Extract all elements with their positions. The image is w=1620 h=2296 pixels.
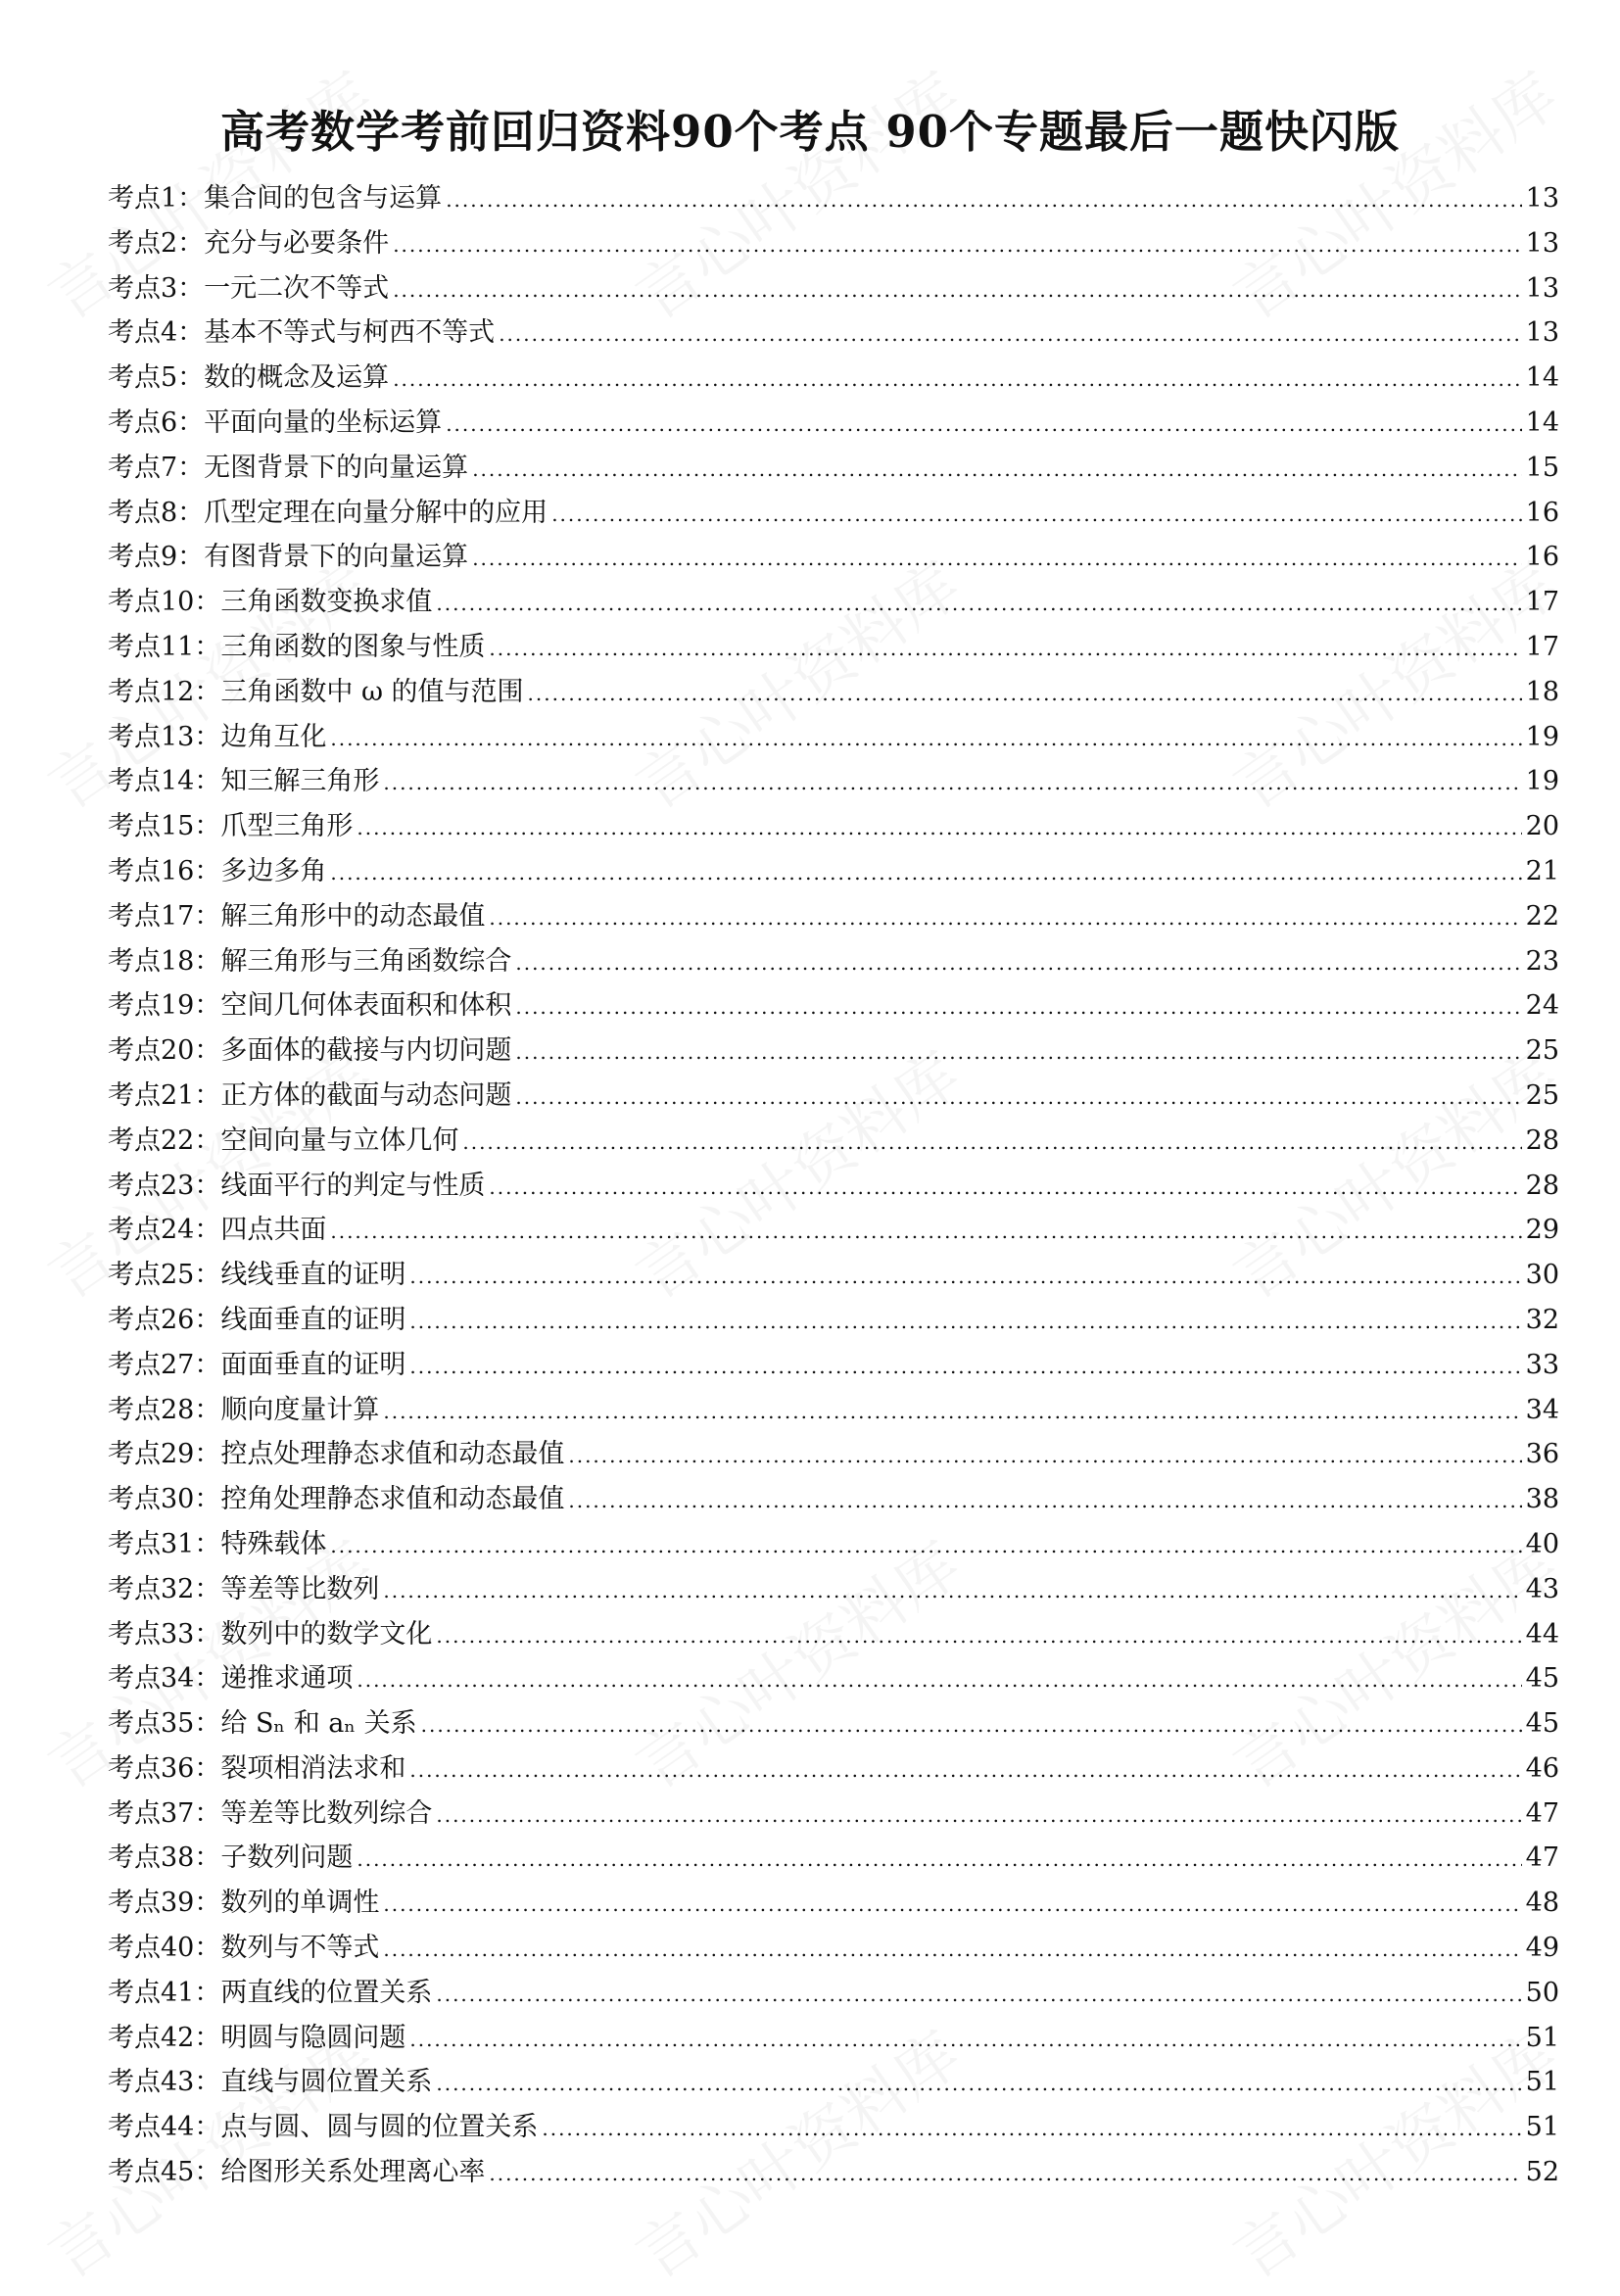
toc-leader-dots xyxy=(446,178,1521,223)
toc-entry[interactable] xyxy=(108,1792,1559,1837)
toc-entry[interactable] xyxy=(108,1388,1559,1433)
toc-entry-label: 考点44：点与圆、圆与圆的位置关系 xyxy=(108,2112,539,2143)
toc-entry[interactable] xyxy=(108,625,1559,670)
toc-entry-page: 49 xyxy=(1525,1933,1559,1964)
toc-entry-label: 考点28：顺向度量计算 xyxy=(108,1394,380,1425)
toc-entry-page: 36 xyxy=(1525,1439,1559,1470)
toc-leader-dots xyxy=(409,1748,1521,1794)
toc-entry-page: 17 xyxy=(1525,587,1559,618)
toc-entry[interactable] xyxy=(108,580,1559,625)
toc-entry[interactable] xyxy=(108,983,1559,1028)
toc-leader-dots xyxy=(515,1030,1521,1076)
toc-entry-page: 47 xyxy=(1525,1842,1559,1874)
toc-entry-label: 考点11：三角函数的图象与性质 xyxy=(108,631,486,662)
toc-entry-label: 考点39：数列的单调性 xyxy=(108,1888,380,1919)
toc-entry-label: 考点38：子数列问题 xyxy=(108,1842,354,1874)
toc-leader-dots xyxy=(568,1479,1521,1524)
toc-entry-label: 考点19：空间几何体表面积和体积 xyxy=(108,990,512,1022)
toc-entry[interactable] xyxy=(108,1746,1559,1792)
toc-entry-label: 考点21：正方体的截面与动态问题 xyxy=(108,1079,512,1111)
toc-entry-page: 25 xyxy=(1525,1079,1559,1111)
toc-entry-page: 24 xyxy=(1525,990,1559,1022)
toc-leader-dots xyxy=(462,1121,1521,1166)
toc-entry-label: 考点3：一元二次不等式 xyxy=(108,272,390,304)
toc-leader-dots xyxy=(357,806,1521,851)
toc-entry-label: 考点32：等差等比数列 xyxy=(108,1573,380,1604)
toc-entry[interactable] xyxy=(108,176,1559,221)
toc-leader-dots xyxy=(383,1883,1521,1928)
toc-entry[interactable] xyxy=(108,894,1559,939)
toc-entry-label: 考点23：线面平行的判定与性质 xyxy=(108,1170,486,1201)
toc-leader-dots xyxy=(489,627,1521,672)
toc-entry-label: 考点12：三角函数中 ω 的值与范围 xyxy=(108,676,524,707)
toc-entry[interactable] xyxy=(108,804,1559,849)
toc-entry-label: 考点2：充分与必要条件 xyxy=(108,227,390,259)
toc-leader-dots xyxy=(357,1838,1521,1883)
toc-leader-dots xyxy=(489,1166,1521,1211)
toc-entry-label: 考点43：直线与圆位置关系 xyxy=(108,2067,433,2098)
toc-entry-page: 13 xyxy=(1525,317,1559,349)
toc-entry-label: 考点36：裂项相消法求和 xyxy=(108,1752,406,1784)
toc-entry-label: 考点7：无图背景下的向量运算 xyxy=(108,452,469,483)
toc-entry[interactable] xyxy=(108,1522,1559,1567)
toc-entry-page: 21 xyxy=(1525,855,1559,886)
toc-leader-dots xyxy=(436,1614,1521,1659)
toc-entry-label: 考点25：线线垂直的证明 xyxy=(108,1260,406,1291)
toc-entry-label: 考点45：给图形关系处理离心率 xyxy=(108,2157,486,2188)
toc-entry[interactable] xyxy=(108,535,1559,580)
toc-entry-label: 考点1：集合间的包含与运算 xyxy=(108,183,443,214)
toc-leader-dots xyxy=(383,1569,1521,1614)
toc-entry-label: 考点20：多面体的截接与内切问题 xyxy=(108,1035,512,1067)
toc-leader-dots xyxy=(409,1345,1521,1390)
toc-leader-dots xyxy=(528,672,1522,717)
toc-entry-page: 51 xyxy=(1525,2067,1559,2098)
toc-entry-page: 28 xyxy=(1525,1124,1559,1156)
toc-entry[interactable] xyxy=(108,1567,1559,1612)
toc-entry[interactable] xyxy=(108,715,1559,760)
toc-entry-page: 40 xyxy=(1525,1528,1559,1559)
toc-entry[interactable] xyxy=(108,2105,1559,2150)
toc-entry[interactable] xyxy=(108,1656,1559,1701)
toc-leader-dots xyxy=(436,2062,1521,2107)
toc-entry-page: 16 xyxy=(1525,497,1559,528)
toc-entry-page: 51 xyxy=(1525,2022,1559,2053)
table-of-contents xyxy=(108,176,1559,2195)
toc-leader-dots xyxy=(330,851,1521,896)
toc-entry-label: 考点29：控点处理静态求值和动态最值 xyxy=(108,1439,565,1470)
toc-leader-dots xyxy=(436,1973,1521,2018)
toc-entry-label: 考点4：基本不等式与柯西不等式 xyxy=(108,317,496,349)
toc-entry[interactable] xyxy=(108,2150,1559,2195)
toc-entry[interactable] xyxy=(108,1343,1559,1388)
toc-entry-label: 考点22：空间向量与立体几何 xyxy=(108,1124,459,1156)
toc-leader-dots xyxy=(436,1794,1521,1839)
toc-entry-page: 13 xyxy=(1525,272,1559,304)
toc-entry-label: 考点9：有图背景下的向量运算 xyxy=(108,542,469,573)
toc-entry-page: 43 xyxy=(1525,1573,1559,1604)
toc-entry[interactable] xyxy=(108,1208,1559,1253)
toc-leader-dots xyxy=(499,312,1521,358)
toc-leader-dots xyxy=(383,1390,1521,1435)
toc-entry-page: 45 xyxy=(1525,1708,1559,1740)
toc-leader-dots xyxy=(489,896,1521,941)
toc-entry[interactable] xyxy=(108,221,1559,266)
toc-entry-label: 考点40：数列与不等式 xyxy=(108,1933,380,1964)
toc-entry-label: 考点8：爪型定理在向量分解中的应用 xyxy=(108,497,548,528)
toc-leader-dots xyxy=(393,223,1521,268)
toc-entry-label: 考点34：递推求通项 xyxy=(108,1663,354,1695)
toc-entry-page: 19 xyxy=(1525,766,1559,797)
toc-entry-page: 38 xyxy=(1525,1484,1559,1515)
toc-leader-dots xyxy=(472,537,1521,582)
toc-entry[interactable] xyxy=(108,446,1559,491)
toc-entry-page: 33 xyxy=(1525,1349,1559,1380)
toc-entry[interactable] xyxy=(108,1119,1559,1164)
toc-entry-label: 考点5：数的概念及运算 xyxy=(108,362,390,394)
toc-entry[interactable] xyxy=(108,1926,1559,1971)
toc-entry-label: 考点6：平面向量的坐标运算 xyxy=(108,407,443,438)
toc-entry-page: 13 xyxy=(1525,183,1559,214)
toc-leader-dots xyxy=(383,1928,1521,1973)
toc-entry[interactable] xyxy=(108,266,1559,311)
toc-entry[interactable] xyxy=(108,849,1559,894)
toc-entry-page: 19 xyxy=(1525,721,1559,752)
toc-entry-label: 考点35：给 Sₙ 和 aₙ 关系 xyxy=(108,1708,417,1740)
toc-entry-label: 考点37：等差等比数列综合 xyxy=(108,1797,433,1829)
toc-entry-label: 考点13：边角互化 xyxy=(108,721,327,752)
toc-leader-dots xyxy=(330,717,1521,762)
toc-entry-label: 考点33：数列中的数学文化 xyxy=(108,1618,433,1650)
toc-entry[interactable] xyxy=(108,1028,1559,1074)
toc-entry-label: 考点17：解三角形中的动态最值 xyxy=(108,900,486,932)
toc-entry[interactable] xyxy=(108,2060,1559,2105)
toc-entry-page: 46 xyxy=(1525,1752,1559,1784)
toc-entry[interactable] xyxy=(108,311,1559,356)
toc-entry-page: 22 xyxy=(1525,900,1559,932)
toc-leader-dots xyxy=(515,985,1521,1030)
toc-leader-dots xyxy=(393,268,1521,313)
toc-entry-label: 考点31：特殊载体 xyxy=(108,1528,327,1559)
toc-entry-page: 45 xyxy=(1525,1663,1559,1695)
toc-entry[interactable] xyxy=(108,356,1559,401)
toc-leader-dots xyxy=(409,1300,1521,1345)
toc-leader-dots xyxy=(409,2018,1521,2063)
toc-entry[interactable] xyxy=(108,1253,1559,1298)
toc-leader-dots xyxy=(357,1658,1521,1703)
toc-entry-page: 48 xyxy=(1525,1888,1559,1919)
toc-entry-label: 考点30：控角处理静态求值和动态最值 xyxy=(108,1484,565,1515)
toc-entry-label: 考点14：知三解三角形 xyxy=(108,766,380,797)
toc-leader-dots xyxy=(436,582,1521,627)
toc-entry-page: 47 xyxy=(1525,1797,1559,1829)
toc-entry[interactable] xyxy=(108,1477,1559,1522)
toc-entry[interactable] xyxy=(108,1164,1559,1209)
toc-entry-page: 32 xyxy=(1525,1304,1559,1335)
toc-entry-page: 52 xyxy=(1525,2157,1559,2188)
toc-entry-page: 18 xyxy=(1525,676,1559,707)
toc-entry[interactable] xyxy=(108,1612,1559,1657)
toc-entry[interactable] xyxy=(108,1836,1559,1881)
toc-leader-dots xyxy=(383,761,1521,806)
toc-entry-label: 考点41：两直线的位置关系 xyxy=(108,1977,433,2008)
toc-entry-label: 考点16：多边多角 xyxy=(108,855,327,886)
toc-entry[interactable] xyxy=(108,491,1559,536)
toc-leader-dots xyxy=(409,1255,1521,1300)
toc-entry-page: 20 xyxy=(1525,811,1559,842)
toc-entry-page: 14 xyxy=(1525,407,1559,438)
toc-entry-label: 考点24：四点共面 xyxy=(108,1215,327,1246)
document-title: 高考数学考前回归资料90个考点 90个专题最后一题快闪版 xyxy=(220,106,1400,159)
toc-entry[interactable] xyxy=(108,670,1559,715)
toc-leader-dots xyxy=(551,493,1521,538)
toc-entry[interactable] xyxy=(108,1432,1559,1477)
toc-entry-label: 考点42：明圆与隐圆问题 xyxy=(108,2022,406,2053)
toc-entry[interactable] xyxy=(108,939,1559,984)
toc-entry[interactable] xyxy=(108,401,1559,446)
toc-entry-label: 考点27：面面垂直的证明 xyxy=(108,1349,406,1380)
toc-leader-dots xyxy=(542,2107,1521,2152)
toc-entry[interactable] xyxy=(108,1701,1559,1746)
toc-leader-dots xyxy=(393,358,1521,403)
toc-entry-label: 考点26：线面垂直的证明 xyxy=(108,1304,406,1335)
toc-leader-dots xyxy=(446,403,1521,448)
toc-leader-dots xyxy=(330,1210,1521,1255)
toc-entry[interactable] xyxy=(108,1298,1559,1343)
toc-leader-dots xyxy=(489,2152,1521,2197)
toc-entry[interactable] xyxy=(108,2016,1559,2061)
toc-entry-page: 14 xyxy=(1525,362,1559,394)
toc-entry-page: 34 xyxy=(1525,1394,1559,1425)
toc-leader-dots xyxy=(421,1703,1522,1748)
toc-entry-page: 29 xyxy=(1525,1215,1559,1246)
toc-entry-page: 13 xyxy=(1525,227,1559,259)
toc-entry-label: 考点10：三角函数变换求值 xyxy=(108,587,433,618)
toc-leader-dots xyxy=(568,1434,1521,1479)
toc-entry-page: 16 xyxy=(1525,542,1559,573)
toc-entry[interactable] xyxy=(108,1971,1559,2016)
toc-entry-page: 28 xyxy=(1525,1170,1559,1201)
toc-entry-page: 51 xyxy=(1525,2112,1559,2143)
toc-entry-page: 50 xyxy=(1525,1977,1559,2008)
toc-entry[interactable] xyxy=(108,1074,1559,1119)
toc-leader-dots xyxy=(472,448,1521,493)
toc-entry-page: 30 xyxy=(1525,1260,1559,1291)
toc-entry[interactable] xyxy=(108,1881,1559,1926)
toc-entry-page: 15 xyxy=(1525,452,1559,483)
toc-leader-dots xyxy=(515,941,1521,986)
toc-entry-page: 25 xyxy=(1525,1035,1559,1067)
toc-leader-dots xyxy=(330,1524,1521,1569)
toc-entry-page: 17 xyxy=(1525,631,1559,662)
toc-entry-label: 考点15：爪型三角形 xyxy=(108,811,354,842)
toc-entry-page: 44 xyxy=(1525,1618,1559,1650)
toc-entry-page: 23 xyxy=(1525,945,1559,977)
toc-entry[interactable] xyxy=(108,759,1559,804)
toc-leader-dots xyxy=(515,1076,1521,1121)
toc-entry-label: 考点18：解三角形与三角函数综合 xyxy=(108,945,512,977)
